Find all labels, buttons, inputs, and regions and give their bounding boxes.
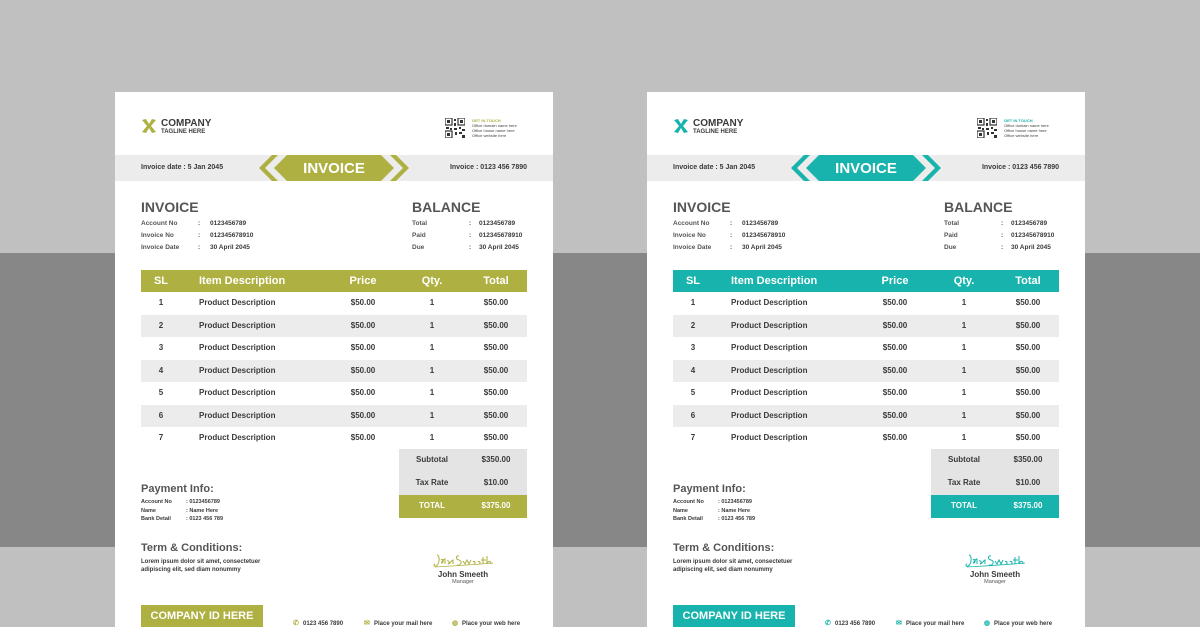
globe-icon: ◍: [452, 620, 459, 627]
total-label: TOTAL: [419, 501, 445, 510]
signer-name: John Smeeth: [437, 570, 489, 579]
cell-sl: 1: [158, 298, 164, 307]
cell-desc: Product Description: [731, 343, 808, 352]
items-table-body: [673, 292, 1059, 450]
tax-value: $10.00: [1015, 478, 1041, 487]
col-total-header: Total: [483, 275, 509, 287]
x-logo-icon: [141, 118, 157, 134]
signature-image: [431, 552, 495, 570]
cell-price: $50.00: [882, 410, 908, 420]
total-row: [931, 495, 1059, 518]
mail-icon: ✉: [364, 620, 370, 627]
cell-desc: Product Description: [731, 410, 808, 420]
footer-web: [452, 619, 520, 627]
col-desc-header: Item Description: [199, 275, 286, 287]
invoice-number: Invoice : 0123 456 7890: [449, 164, 527, 171]
detail-value: 0123456789: [210, 220, 247, 227]
terms-text: Lorem ipsum dolor sit amet, consectetuer adipiscing elit, sed diam nonummy: [141, 559, 261, 573]
footer-phone: [293, 619, 343, 627]
detail-sep: :: [730, 244, 733, 251]
cell-price: $50.00: [350, 298, 376, 307]
detail-label: Invoice Date: [141, 244, 180, 251]
cell-qty: 1: [429, 365, 435, 375]
get-in-touch-label: GET IN TOUCH: [1004, 118, 1033, 123]
cell-qty: 1: [961, 410, 967, 420]
invoice-date: Invoice date : 5 Jan 2045: [141, 164, 224, 171]
table-row: [141, 405, 527, 428]
cell-sl: 2: [690, 320, 696, 330]
cell-sl: 5: [690, 388, 696, 397]
cell-desc: Product Description: [199, 388, 276, 397]
cell-total: $50.00: [1015, 343, 1041, 352]
cell-total: $50.00: [483, 388, 509, 397]
balance-sep: :: [469, 220, 472, 227]
cell-price: $50.00: [350, 388, 376, 397]
cell-qty: 1: [429, 320, 435, 330]
payment-label: Bank Detail: [141, 516, 171, 522]
signer-role: Manager: [452, 579, 474, 585]
cell-sl: 6: [690, 410, 696, 420]
balance-label: Total: [944, 220, 960, 227]
table-row: [673, 427, 1059, 450]
invoice-sheet-2: [647, 92, 1085, 627]
signer-name: John Smeeth: [969, 570, 1021, 579]
table-row: [673, 382, 1059, 405]
qr-code-icon: [445, 118, 465, 138]
cell-desc: Product Description: [731, 388, 808, 397]
table-row: [141, 382, 527, 405]
cell-total: $50.00: [483, 298, 509, 307]
detail-value: 30 April 2045: [210, 244, 250, 251]
cell-desc: Product Description: [199, 433, 276, 442]
cell-total: $50.00: [483, 410, 509, 420]
company-name: COMPANY: [161, 118, 212, 129]
invoice-badge-label: INVOICE: [303, 160, 365, 177]
balance-label: Paid: [412, 232, 426, 239]
payment-label: Account No: [673, 499, 704, 505]
detail-sep: :: [730, 232, 733, 239]
subtotal-value: $350.00: [481, 455, 511, 464]
balance-heading: BALANCE: [944, 199, 1013, 215]
col-total-header: Total: [1015, 275, 1041, 287]
cell-qty: 1: [961, 343, 967, 352]
contact-line: Office house name here: [1004, 128, 1047, 133]
subtotal-value: $350.00: [1013, 455, 1043, 464]
col-sl-header: SL: [153, 275, 169, 287]
subtotal-row: [399, 449, 527, 472]
tax-row: [399, 472, 527, 495]
contact-line: Office domain name here: [472, 123, 517, 128]
invoice-heading: INVOICE: [673, 199, 731, 215]
phone-icon: ✆: [293, 620, 299, 627]
detail-sep: :: [198, 220, 201, 227]
payment-info-heading: Payment Info:: [141, 483, 214, 495]
contact-block: [472, 118, 532, 138]
cell-total: $50.00: [483, 433, 509, 442]
cell-price: $50.00: [350, 365, 376, 375]
items-table-header: [673, 270, 1059, 292]
detail-label: Account No: [673, 220, 710, 227]
cell-total: $50.00: [1015, 433, 1041, 442]
detail-value: 012345678910: [210, 232, 254, 239]
invoice-badge: [259, 155, 409, 181]
cell-desc: Product Description: [731, 298, 808, 307]
get-in-touch-label: GET IN TOUCH: [472, 118, 501, 123]
footer-mail: [896, 619, 964, 627]
invoice-badge: [791, 155, 941, 181]
cell-sl: 1: [690, 298, 696, 307]
cell-sl: 7: [690, 433, 696, 442]
totals-block: [931, 449, 1059, 518]
x-logo-icon: [673, 118, 689, 134]
balance-label: Due: [944, 244, 957, 251]
contact-line: Office website here: [1004, 133, 1039, 138]
invoice-header-strip: [647, 155, 1085, 181]
contact-line: Office website here: [472, 133, 507, 138]
col-qty-header: Qty.: [421, 275, 443, 287]
payment-label: Account No: [141, 499, 172, 505]
contact-line: Office domain name here: [1004, 123, 1049, 128]
total-value: $375.00: [481, 501, 511, 510]
detail-label: Invoice No: [141, 232, 174, 239]
items-table-header: [141, 270, 527, 292]
detail-sep: :: [730, 220, 733, 227]
cell-qty: 1: [961, 365, 967, 375]
total-label: TOTAL: [951, 501, 977, 510]
balance-sep: :: [1001, 244, 1004, 251]
balance-value: 30 April 2045: [1011, 244, 1051, 251]
tax-label: Tax Rate: [415, 478, 449, 487]
cell-qty: 1: [429, 298, 435, 307]
invoice-badge-label: INVOICE: [835, 160, 897, 177]
balance-sep: :: [469, 244, 472, 251]
table-row: [141, 360, 527, 383]
detail-value: 0123456789: [742, 220, 779, 227]
footer-phone-text: 0123 456 7890: [835, 621, 876, 627]
contact-line: Office house name here: [472, 128, 515, 133]
detail-label: Invoice Date: [673, 244, 712, 251]
cell-sl: 4: [690, 365, 696, 375]
col-price-header: Price: [881, 275, 909, 287]
table-row: [141, 292, 527, 315]
payment-label: Name: [673, 507, 688, 514]
terms-heading: Term & Conditions:: [673, 542, 775, 554]
detail-value: 30 April 2045: [742, 244, 782, 251]
cell-total: $50.00: [1015, 365, 1041, 375]
table-row: [141, 315, 527, 338]
cell-total: $50.00: [483, 343, 509, 352]
balance-value: 012345678910: [479, 232, 523, 239]
footer-phone-text: 0123 456 7890: [303, 621, 344, 627]
detail-value: 012345678910: [742, 232, 786, 239]
invoice-number: Invoice : 0123 456 7890: [981, 164, 1059, 171]
terms-text: Lorem ipsum dolor sit amet, consectetuer adipiscing elit, sed diam nonummy: [673, 559, 793, 573]
detail-label: Invoice No: [673, 232, 706, 239]
cell-qty: 1: [961, 298, 967, 307]
invoice-date: Invoice date : 5 Jan 2045: [673, 164, 756, 171]
cell-total: $50.00: [1015, 320, 1041, 330]
cell-price: $50.00: [882, 388, 908, 397]
balance-heading: BALANCE: [412, 199, 481, 215]
col-sl-header: SL: [685, 275, 701, 287]
payment-value: : 0123 456 789: [718, 516, 756, 522]
cell-desc: Product Description: [199, 320, 276, 330]
payment-value: : Name Here: [186, 507, 219, 514]
cell-price: $50.00: [350, 343, 376, 352]
mail-icon: ✉: [896, 620, 902, 627]
balance-sep: :: [469, 232, 472, 239]
cell-sl: 4: [158, 365, 164, 375]
items-table-body: [141, 292, 527, 450]
terms-heading: Term & Conditions:: [141, 542, 243, 554]
balance-label: Total: [412, 220, 428, 227]
cell-desc: Product Description: [731, 320, 808, 330]
cell-sl: 3: [690, 343, 696, 352]
invoice-heading: INVOICE: [141, 199, 199, 215]
detail-sep: :: [198, 232, 201, 239]
payment-value: : 0123456789: [718, 499, 752, 505]
tax-value: $10.00: [483, 478, 509, 487]
cell-qty: 1: [961, 320, 967, 330]
globe-icon: ◍: [984, 620, 991, 627]
cell-sl: 7: [158, 433, 164, 442]
balance-value: 0123456789: [479, 220, 516, 227]
signature-image: [963, 552, 1027, 570]
table-row: [141, 337, 527, 360]
footer-web: [984, 619, 1052, 627]
cell-qty: 1: [961, 433, 967, 442]
cell-total: $50.00: [1015, 410, 1041, 420]
cell-total: $50.00: [483, 365, 509, 375]
contact-block: [1004, 118, 1064, 138]
invoice-header-strip: [115, 155, 553, 181]
cell-desc: Product Description: [199, 365, 276, 375]
footer-mail: [364, 619, 432, 627]
cell-total: $50.00: [483, 320, 509, 330]
table-row: [673, 405, 1059, 428]
cell-qty: 1: [429, 433, 435, 442]
company-tagline: TAGLINE HERE: [693, 129, 738, 135]
tax-label: Tax Rate: [947, 478, 981, 487]
cell-sl: 3: [158, 343, 164, 352]
cell-total: $50.00: [1015, 388, 1041, 397]
total-value: $375.00: [1013, 501, 1043, 510]
cell-desc: Product Description: [199, 298, 276, 307]
cell-qty: 1: [961, 388, 967, 397]
company-id-banner: COMPANY ID HERE: [673, 605, 795, 627]
payment-info-heading: Payment Info:: [673, 483, 746, 495]
cell-desc: Product Description: [731, 433, 808, 442]
payment-label: Bank Detail: [673, 516, 703, 522]
footer-mail-text: Place your mail here: [906, 621, 965, 627]
balance-sep: :: [1001, 220, 1004, 227]
table-row: [673, 337, 1059, 360]
balance-value: 30 April 2045: [479, 244, 519, 251]
payment-value: : 0123 456 789: [186, 516, 224, 522]
qr-code-icon: [977, 118, 997, 138]
table-row: [141, 427, 527, 450]
phone-icon: ✆: [825, 620, 831, 627]
company-tagline: TAGLINE HERE: [161, 129, 206, 135]
cell-price: $50.00: [350, 320, 376, 330]
cell-price: $50.00: [350, 410, 376, 420]
detail-label: Account No: [141, 220, 178, 227]
cell-price: $50.00: [350, 433, 376, 442]
table-row: [673, 360, 1059, 383]
cell-qty: 1: [429, 410, 435, 420]
subtotal-label: Subtotal: [416, 455, 448, 464]
total-row: [399, 495, 527, 518]
cell-total: $50.00: [1015, 298, 1041, 307]
cell-desc: Product Description: [199, 410, 276, 420]
payment-value: : Name Here: [718, 507, 751, 514]
balance-value: 012345678910: [1011, 232, 1055, 239]
signer-role: Manager: [984, 579, 1006, 585]
company-name: COMPANY: [693, 118, 744, 129]
cell-sl: 5: [158, 388, 164, 397]
payment-label: Name: [141, 507, 156, 514]
cell-price: $50.00: [882, 343, 908, 352]
cell-price: $50.00: [882, 320, 908, 330]
subtotal-row: [931, 449, 1059, 472]
table-row: [673, 292, 1059, 315]
footer-web-text: Place your web here: [462, 621, 521, 627]
company-id-banner: COMPANY ID HERE: [141, 605, 263, 627]
cell-desc: Product Description: [731, 365, 808, 375]
cell-sl: 6: [158, 410, 164, 420]
cell-sl: 2: [158, 320, 164, 330]
col-price-header: Price: [349, 275, 377, 287]
col-desc-header: Item Description: [731, 275, 818, 287]
balance-value: 0123456789: [1011, 220, 1048, 227]
table-row: [673, 315, 1059, 338]
cell-qty: 1: [429, 343, 435, 352]
tax-row: [931, 472, 1059, 495]
col-qty-header: Qty.: [953, 275, 975, 287]
footer-phone: [825, 619, 875, 627]
footer-mail-text: Place your mail here: [374, 621, 433, 627]
payment-value: : 0123456789: [186, 499, 220, 505]
cell-qty: 1: [429, 388, 435, 397]
balance-sep: :: [1001, 232, 1004, 239]
balance-label: Paid: [944, 232, 958, 239]
balance-label: Due: [412, 244, 425, 251]
cell-price: $50.00: [882, 433, 908, 442]
invoice-sheet-1: [115, 92, 553, 627]
cell-price: $50.00: [882, 365, 908, 375]
footer-web-text: Place your web here: [994, 621, 1053, 627]
subtotal-label: Subtotal: [948, 455, 980, 464]
detail-sep: :: [198, 244, 201, 251]
totals-block: [399, 449, 527, 518]
cell-desc: Product Description: [199, 343, 276, 352]
cell-price: $50.00: [882, 298, 908, 307]
